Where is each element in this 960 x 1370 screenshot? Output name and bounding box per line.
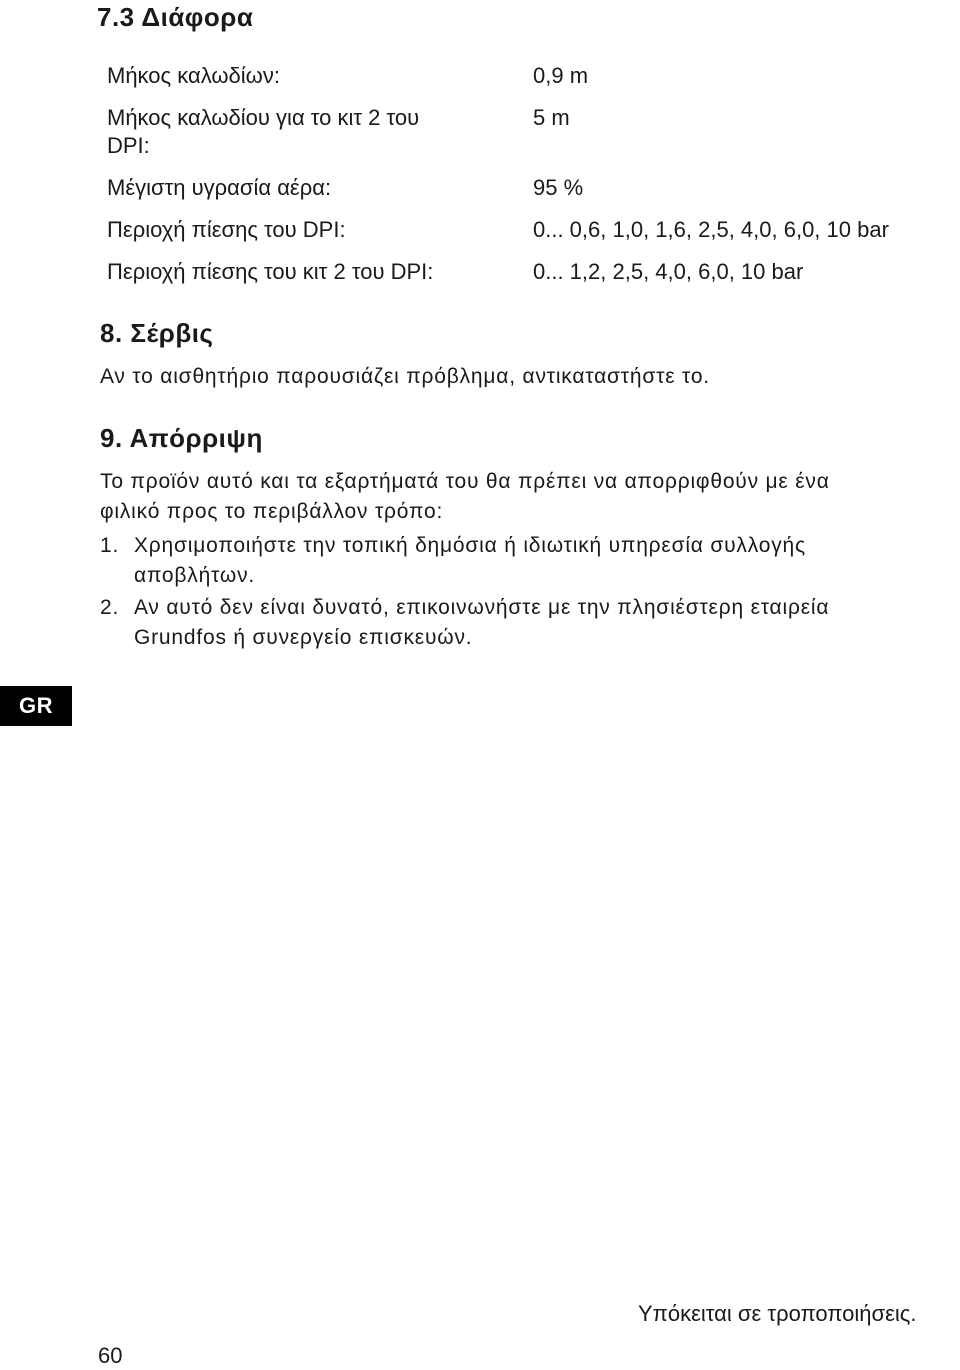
section-9-heading: 9. Απόρριψη	[100, 423, 263, 453]
section-7-3-heading: 7.3 Διάφορα	[97, 2, 254, 32]
section-8-text: Αν το αισθητήριο παρουσιάζει πρόβλημα, αντικαταστήστε το.	[100, 365, 710, 388]
list-item-number: 2.	[100, 596, 120, 619]
spec-value-dpi-pressure-range: 0... 0,6, 1,0, 1,6, 2,5, 4,0, 6,0, 10 bar	[533, 217, 889, 242]
spec-label-kit-cable-length: Μήκος καλωδίου για το κιτ 2 του	[107, 105, 420, 130]
spec-value-max-humidity: 95 %	[533, 175, 584, 200]
language-tab: GR	[0, 686, 72, 726]
spec-label-cable-length: Μήκος καλωδίων:	[107, 63, 280, 88]
spec-value-kit-pressure-range: 0... 1,2, 2,5, 4,0, 6,0, 10 bar	[533, 259, 804, 284]
list-item-text: Χρησιμοποιήστε την τοπική δημόσια ή ιδιωτική υπηρεσία συλλογής	[134, 534, 806, 557]
list-item-number: 1.	[100, 534, 120, 557]
list-item-text-cont: αποβλήτων.	[134, 564, 255, 587]
spec-label-kit-cable-length-cont: DPI:	[107, 133, 150, 158]
spec-label-max-humidity: Μέγιστη υγρασία αέρα:	[107, 175, 332, 200]
spec-value-kit-cable-length: 5 m	[533, 105, 570, 130]
spec-label-dpi-pressure-range: Περιοχή πίεσης του DPI:	[107, 217, 346, 242]
section-9-intro-line2: φιλικό προς το περιβάλλον τρόπο:	[100, 500, 444, 523]
page-number: 60	[98, 1343, 123, 1368]
spec-label-kit-pressure-range: Περιοχή πίεσης του κιτ 2 του DPI:	[107, 259, 434, 284]
list-item-text-cont: Grundfos ή συνεργείο επισκευών.	[134, 626, 473, 649]
footer-note: Υπόκειται σε τροποποιήσεις.	[638, 1301, 917, 1326]
list-item-text: Αν αυτό δεν είναι δυνατό, επικοινωνήστε με την πλησιέστερη εταιρεία	[134, 596, 830, 619]
spec-value-cable-length: 0,9 m	[533, 63, 589, 88]
section-9-intro-line1: Το προϊόν αυτό και τα εξαρτήματά του θα πρέπει να απορριφθούν με ένα	[100, 470, 830, 493]
section-8-heading: 8. Σέρβις	[100, 318, 214, 348]
